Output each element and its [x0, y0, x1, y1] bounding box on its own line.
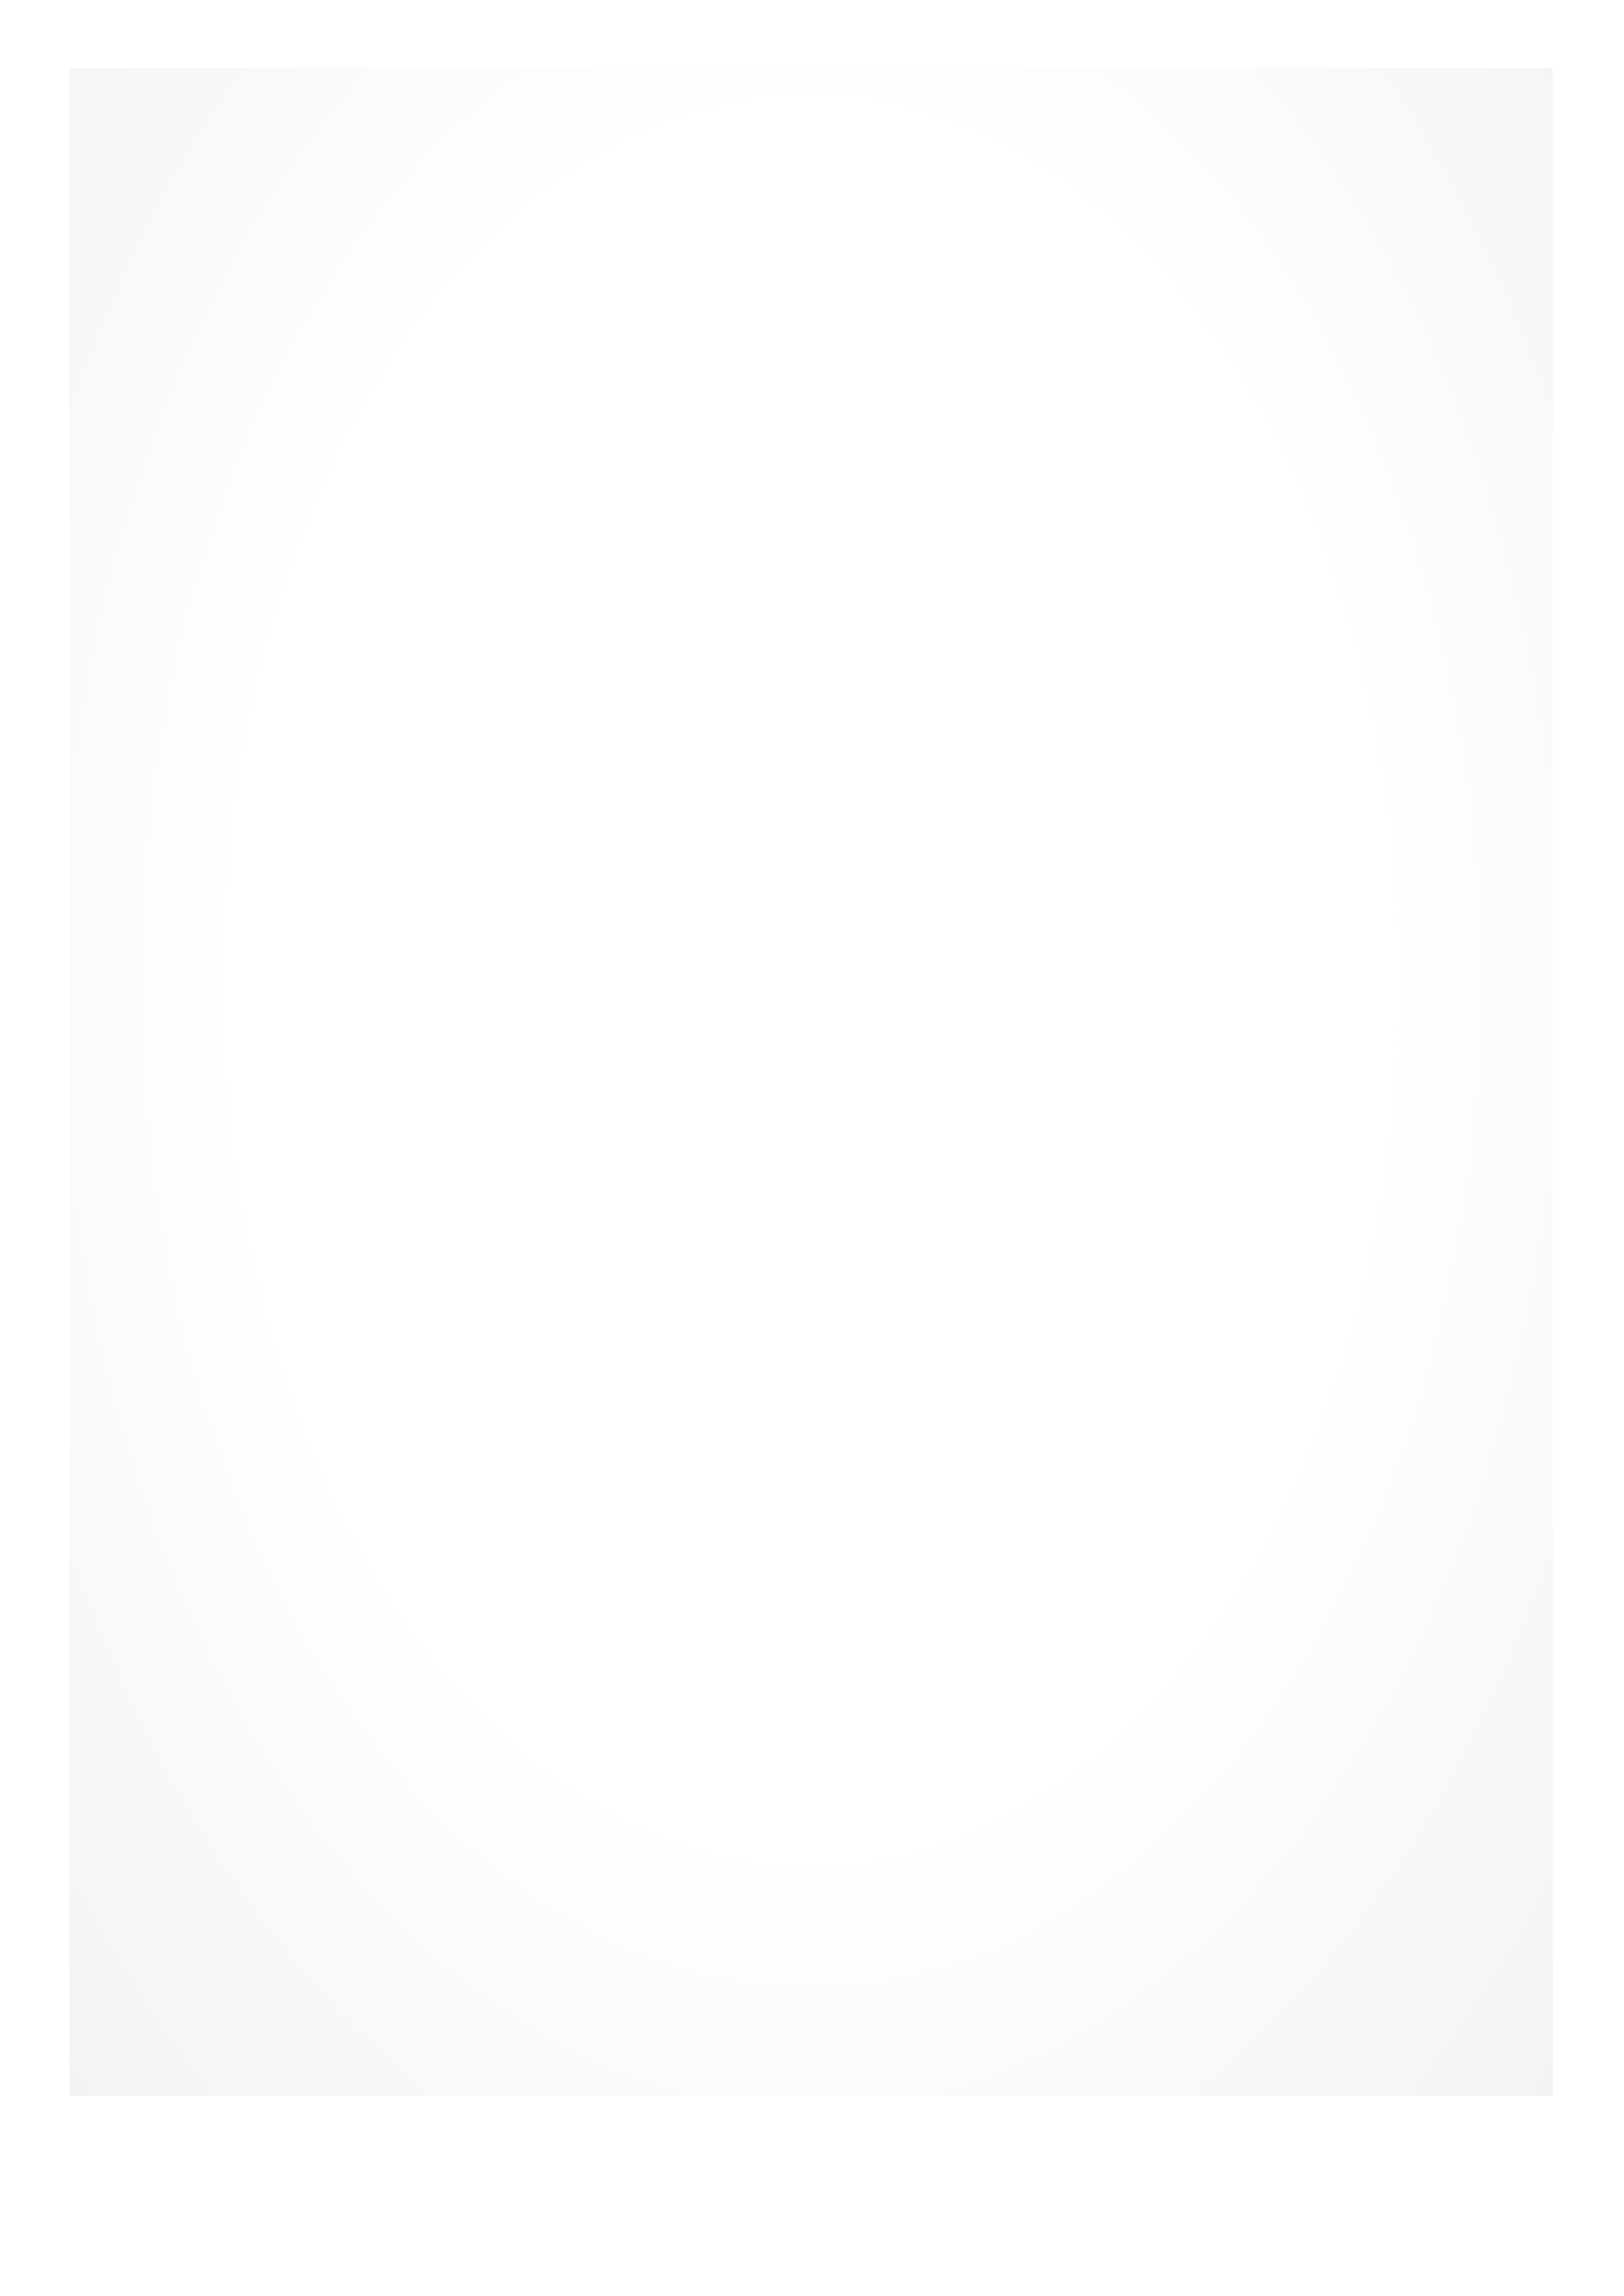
nefful-logo [1179, 2152, 1545, 2153]
sparkle-pattern-bottom-left [69, 1821, 344, 2096]
sparkle-pattern-top-right [1238, 68, 1553, 435]
notice-card [69, 68, 1553, 2096]
